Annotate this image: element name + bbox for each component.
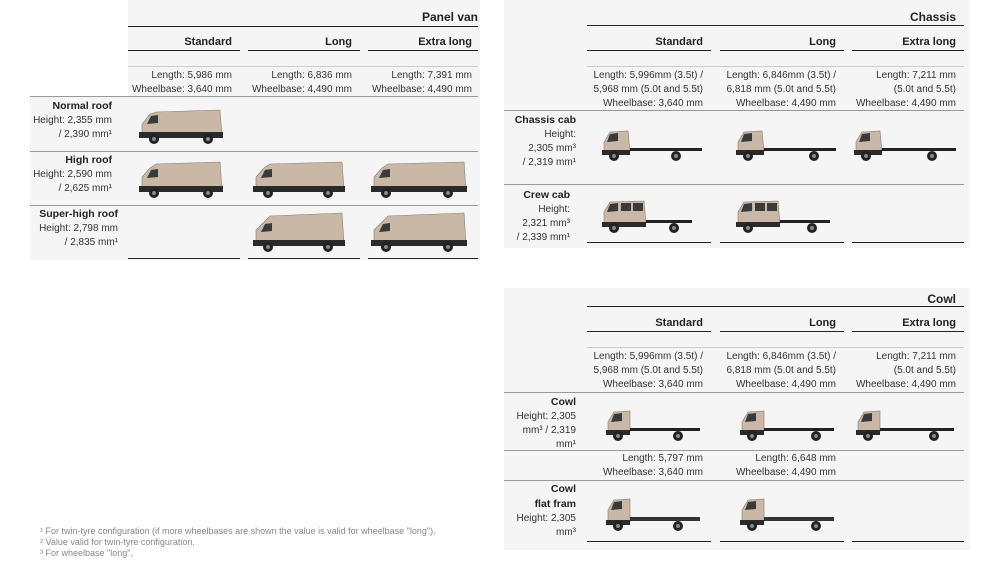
ch-col-rule-1 bbox=[587, 50, 711, 51]
ch-row-chassis-cab: Chassis cab Height: 2,305 mm³ / 2,319 mm¹ bbox=[514, 114, 576, 168]
van-high-roof-standard-image bbox=[136, 160, 224, 202]
ch-col-rule-2 bbox=[720, 50, 844, 51]
panel-van-title: Panel van bbox=[421, 10, 478, 24]
cowl-col-long: Long bbox=[809, 317, 836, 329]
cw-dim-extra-long: Length: 7,211 mm (5.0t and 5.5t) Wheelbase: 4,490 mm bbox=[855, 351, 956, 390]
pv-dim-rule-top bbox=[128, 66, 478, 67]
ch-dim-extra-long: Length: 7,211 mm (5.0t and 5.5t) Wheelbase: 4,490 mm bbox=[855, 70, 956, 109]
panel-van-title-rule bbox=[128, 26, 478, 27]
van-super-high-roof-extra-long-image bbox=[368, 212, 468, 256]
cw-dim2-long: Length: 6,648 mm Wheelbase: 4,490 mm bbox=[735, 453, 836, 478]
ch-bottom-rule-2 bbox=[720, 242, 844, 243]
cw-row-cowl: Cowl Height: 2,305 mm³ / 2,319 mm¹ bbox=[516, 396, 576, 450]
crew-cab-long-image bbox=[734, 198, 834, 236]
footnote-1: ¹ For twin-tyre configuration (if more wheelbases are shown the value is valid for wheelbase "long"). bbox=[40, 526, 436, 536]
footnotes bbox=[40, 526, 500, 559]
pv-row-rule-1 bbox=[30, 96, 478, 97]
ch-dim-rule-top bbox=[587, 66, 964, 67]
ch-row-crew-cab: Crew cab Height: 2,321 mm³ / 2,339 mm¹ bbox=[516, 189, 570, 243]
footnote-3: ³ For wheelbase "long". bbox=[40, 548, 133, 558]
cowl-col-standard: Standard bbox=[655, 317, 703, 329]
cowl-title-rule bbox=[587, 306, 964, 307]
cw-col-rule-2 bbox=[720, 331, 844, 332]
ch-bottom-rule-3 bbox=[852, 242, 964, 243]
cowl-flat-frame-standard-image bbox=[604, 496, 704, 534]
cw-row-rule-2 bbox=[504, 450, 964, 451]
footnote-2: ² Value valid for twin-tyre configuration. bbox=[40, 537, 195, 547]
pv-dim-long: Length: 6,836 mm Wheelbase: 4,490 mm bbox=[251, 70, 352, 95]
cowl-long-image bbox=[738, 408, 838, 444]
chassis-title-rule bbox=[587, 25, 964, 26]
pv-dim-standard: Length: 5,986 mm Wheelbase: 3,640 mm bbox=[131, 70, 232, 95]
cowl-col-extra-long: Extra long bbox=[902, 317, 956, 329]
panel-van-col-standard: Standard bbox=[184, 36, 232, 48]
pv-row-rule-2 bbox=[30, 151, 478, 152]
cw-dim-rule-top bbox=[587, 347, 964, 348]
cowl-extra-long-image bbox=[854, 408, 958, 444]
pv-col-rule-2 bbox=[248, 50, 360, 51]
pv-bottom-rule-3 bbox=[368, 258, 478, 259]
ch-row-rule-1 bbox=[504, 110, 964, 111]
pv-row-high-roof: High roof Height: 2,590 mm / 2,625 mm¹ bbox=[33, 154, 112, 194]
pv-bottom-rule-1 bbox=[128, 258, 240, 259]
cw-dim2-standard: Length: 5,797 mm Wheelbase: 3,640 mm bbox=[602, 453, 703, 478]
ch-col-rule-3 bbox=[852, 50, 964, 51]
ch-row-rule-2 bbox=[504, 184, 964, 185]
pv-row-super-high-roof: Super-high roof Height: 2,798 mm / 2,835 mm¹ bbox=[39, 208, 118, 248]
chassis-col-standard: Standard bbox=[655, 36, 703, 48]
cowl-flat-frame-long-image bbox=[738, 496, 838, 534]
crew-cab-standard-image bbox=[600, 198, 696, 236]
ch-dim-long: Length: 6,846mm (3.5t) / 6,818 mm (5.0t and 5.5t) Wheelbase: 4,490 mm bbox=[726, 70, 836, 109]
cw-col-rule-1 bbox=[587, 331, 711, 332]
ch-bottom-rule-1 bbox=[587, 242, 711, 243]
chassis-cab-long-image bbox=[734, 128, 838, 164]
pv-col-rule-1 bbox=[128, 50, 240, 51]
ch-dim-standard: Length: 5,996mm (3.5t) / 5,968 mm (5.0t and 5.5t) Wheelbase: 3,640 mm bbox=[593, 70, 703, 109]
cw-row-cowl-flat-frame: Cowl flat fram Height: 2,305 mm³ bbox=[516, 483, 576, 538]
cw-bottom-rule-1 bbox=[587, 541, 711, 542]
cowl-title: Cowl bbox=[927, 292, 956, 306]
cowl-standard-image bbox=[604, 408, 704, 444]
chassis-cab-extra-long-image bbox=[852, 128, 958, 164]
chassis-title: Chassis bbox=[909, 10, 956, 24]
van-high-roof-extra-long-image bbox=[368, 160, 468, 202]
chassis-cab-standard-image bbox=[600, 128, 704, 164]
pv-dim-extra-long: Length: 7,391 mm Wheelbase: 4,490 mm bbox=[371, 70, 472, 95]
cw-dim-standard: Length: 5,996mm (3.5t) / 5,968 mm (5.0t and 5.5t) Wheelbase: 3,640 mm bbox=[593, 351, 703, 390]
van-super-high-roof-long-image bbox=[250, 212, 346, 256]
cw-row-rule-3 bbox=[504, 480, 964, 481]
cw-col-rule-3 bbox=[852, 331, 964, 332]
panel-van-col-extra-long: Extra long bbox=[418, 36, 472, 48]
cw-bottom-rule-3 bbox=[852, 541, 964, 542]
chassis-col-long: Long bbox=[809, 36, 836, 48]
pv-row-rule-3 bbox=[30, 205, 478, 206]
pv-col-rule-3 bbox=[368, 50, 478, 51]
cw-row-rule-1 bbox=[504, 392, 964, 393]
cw-bottom-rule-2 bbox=[720, 541, 844, 542]
cw-dim-long: Length: 6,846mm (3.5t) / 6,818 mm (5.0t and 5.5t) Wheelbase: 4,490 mm bbox=[726, 351, 836, 390]
panel-van-col-long: Long bbox=[325, 36, 352, 48]
van-normal-roof-standard-image bbox=[136, 106, 224, 148]
pv-row-normal-roof: Normal roof Height: 2,355 mm / 2,390 mm¹ bbox=[33, 100, 112, 140]
van-high-roof-long-image bbox=[250, 160, 346, 202]
pv-bottom-rule-2 bbox=[248, 258, 360, 259]
chassis-col-extra-long: Extra long bbox=[902, 36, 956, 48]
